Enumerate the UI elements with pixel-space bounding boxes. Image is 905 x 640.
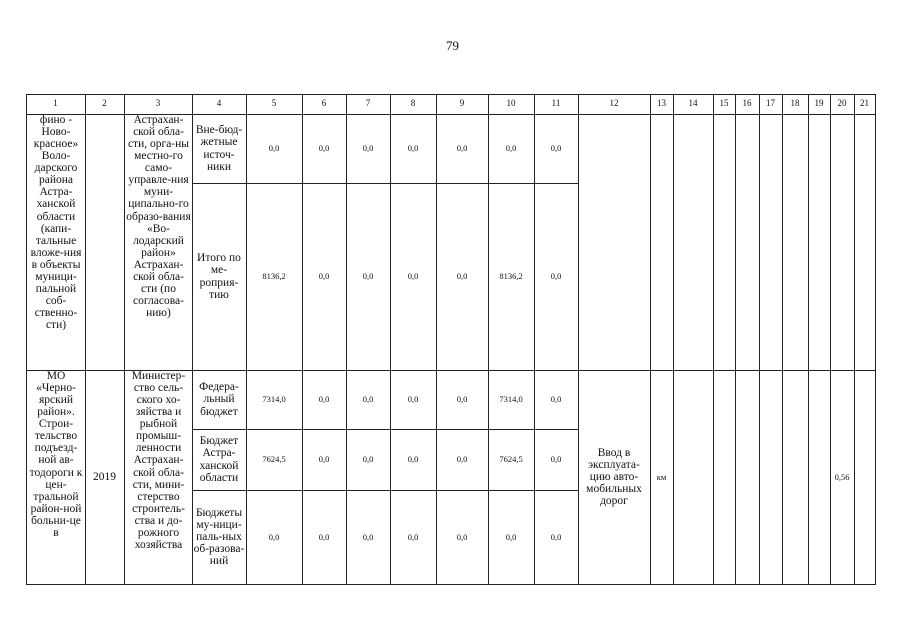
column-header: 15 (719, 98, 729, 109)
amount-cell: 7624,5 (262, 454, 286, 465)
amount-cell: 0,0 (318, 394, 330, 405)
table-rule (713, 94, 714, 585)
column-header: 10 (506, 98, 516, 109)
table-rule (673, 94, 674, 585)
amount-cell: 0,0 (550, 394, 562, 405)
funding-source-cell: Итого по ме-роприя-тию (197, 252, 241, 301)
column-header: 5 (271, 98, 277, 109)
amount-cell: 0,0 (362, 531, 374, 542)
amount-cell: 0,0 (318, 143, 330, 154)
amount-cell: 0,0 (362, 454, 374, 465)
column-header: 4 (216, 98, 222, 109)
funding-source-cell: Бюджет Астра-ханской области (199, 435, 239, 484)
value-cell: 0,56 (834, 471, 850, 482)
indicator-cell: Ввод в эксплуата-цию авто-мобильных дорог (586, 446, 642, 508)
table-rule (808, 94, 809, 585)
column-header: 21 (860, 98, 869, 109)
column-header: 2 (102, 98, 107, 109)
amount-cell: 0,0 (318, 271, 330, 282)
amount-cell: 0,0 (505, 531, 517, 542)
amount-cell: 0,0 (456, 394, 468, 405)
column-header: 20 (837, 98, 847, 109)
table-rule (759, 94, 760, 585)
amount-cell: 0,0 (456, 271, 468, 282)
column-header: 19 (814, 98, 824, 109)
amount-cell: 0,0 (362, 143, 374, 154)
table-rule (26, 584, 876, 585)
amount-cell: 0,0 (268, 531, 280, 542)
amount-cell: 0,0 (456, 143, 468, 154)
amount-cell: 0,0 (318, 454, 330, 465)
amount-cell: 0,0 (550, 454, 562, 465)
amount-cell: 0,0 (362, 271, 374, 282)
amount-cell: 0,0 (407, 271, 419, 282)
amount-cell: 7624,5 (499, 454, 523, 465)
column-header: 6 (321, 98, 327, 109)
amount-cell: 0,0 (268, 143, 280, 154)
amount-cell: 8136,2 (262, 271, 286, 282)
column-header: 17 (766, 98, 775, 109)
amount-cell: 0,0 (407, 394, 419, 405)
amount-cell: 7314,0 (262, 394, 286, 405)
executor-cell: Министер-ство сель-ского хо-зяйства и рыбной промыш-ленности Астрахан-ской обла-сти, мини-стерство строитель-ства и до-рожного хозяйства (131, 370, 186, 551)
unit-cell: км (656, 471, 667, 482)
amount-cell: 7314,0 (499, 394, 523, 405)
column-header: 12 (609, 98, 619, 109)
column-header: 8 (410, 98, 416, 109)
table-rule (782, 94, 783, 585)
column-header: 9 (459, 98, 465, 109)
amount-cell: 0,0 (550, 531, 562, 542)
amount-cell: 0,0 (550, 271, 562, 282)
amount-cell: 0,0 (456, 454, 468, 465)
column-header: 7 (365, 98, 371, 109)
column-header: 18 (790, 98, 800, 109)
table-rule (875, 94, 876, 585)
funding-source-cell: Вне-бюд-жетные источ-ники (195, 124, 243, 173)
column-header: 11 (551, 98, 561, 109)
funding-source-cell: Федера-льный бюджет (199, 381, 239, 418)
table-rule (735, 94, 736, 585)
column-header: 3 (155, 98, 161, 109)
object-name-cell: МО «Черно-ярский район». Строи-тельство подъезд-ной ав-тодороги к цен-тральной район-ной больни-це в (29, 370, 83, 539)
column-header: 14 (688, 98, 698, 109)
amount-cell: 0,0 (505, 143, 517, 154)
amount-cell: 0,0 (550, 143, 562, 154)
amount-cell: 0,0 (362, 394, 374, 405)
amount-cell: 0,0 (407, 143, 419, 154)
column-header: 13 (657, 98, 666, 109)
amount-cell: 0,0 (456, 531, 468, 542)
funding-source-cell: Бюджеты му-ници-паль-ных об-разова-ний (193, 506, 245, 568)
table-rule (854, 94, 855, 585)
amount-cell: 0,0 (318, 531, 330, 542)
object-name-cell: фино - Ново-красное» Воло-дарского района Астра-ханской области (капи-тальные вложе-ния в объекты муници-пальной соб-ственно-сти) (30, 114, 82, 332)
amount-cell: 0,0 (407, 531, 419, 542)
amount-cell: 0,0 (407, 454, 419, 465)
year-cell: 2019 (93, 470, 116, 483)
column-header: 16 (742, 98, 752, 109)
column-header: 1 (53, 98, 58, 109)
executor-cell: Астрахан-ской обла-сти, орга-ны местно-го само-управле-ния муни-ципально-го образо-вания «Во-лодарский район» Астрахан-ской обла-сти (по согласова-нию) (126, 114, 191, 319)
amount-cell: 8136,2 (499, 271, 523, 282)
page-number: 79 (446, 38, 459, 53)
